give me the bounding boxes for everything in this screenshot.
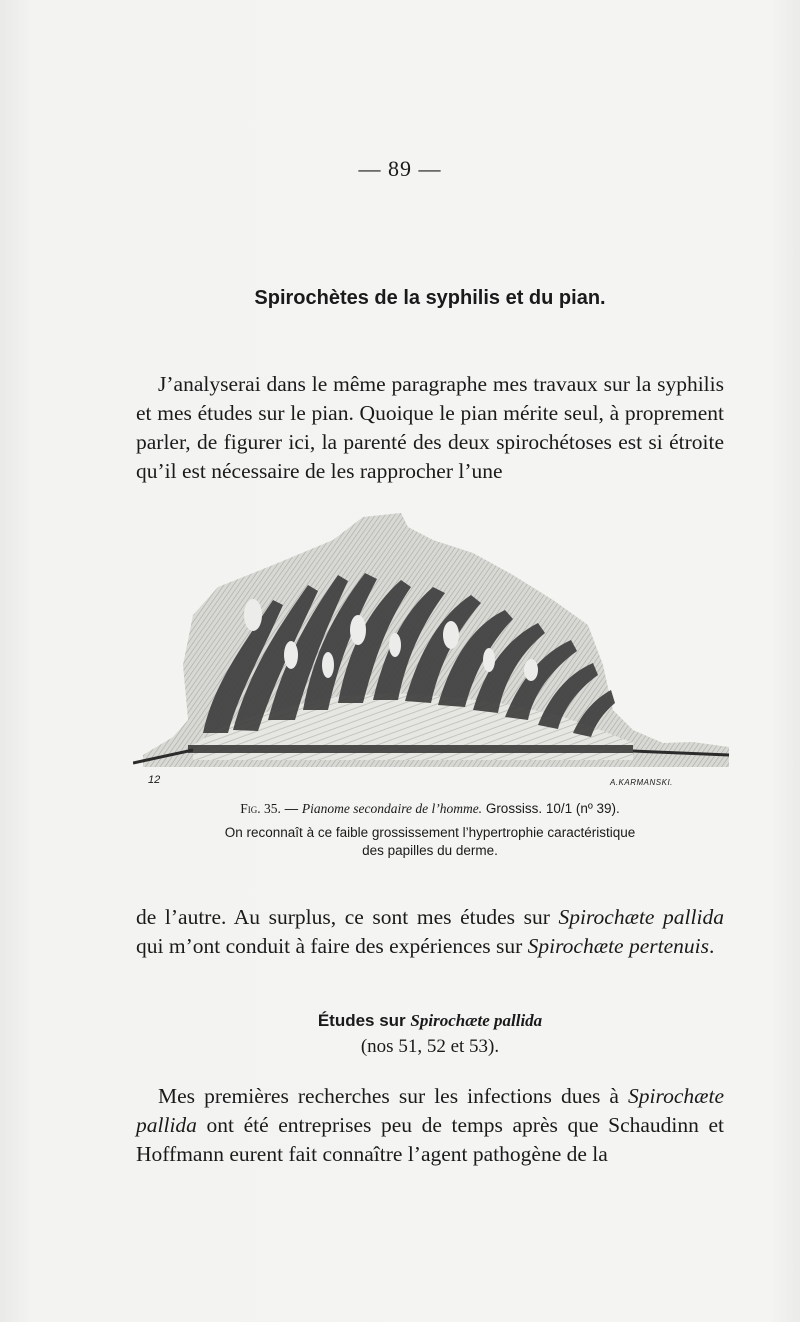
text-run: qui m’ont conduit à faire des expériences sur	[136, 934, 528, 958]
caption-line-3: des papilles du derme.	[362, 843, 498, 858]
subheading-species: Spirochæte pallida	[410, 1011, 543, 1030]
paragraph-research-text	[136, 1082, 724, 1169]
engraver-signature: A.KARMANSKI.	[610, 778, 673, 787]
figure-magnification: Grossiss. 10/1 (nº 39).	[482, 801, 620, 816]
species-name: Spirochæte pertenuis	[527, 934, 709, 958]
paragraph-continuation-text	[136, 903, 724, 961]
section-title: Spirochètes de la syphilis et du pian.	[254, 287, 606, 309]
figure-title: Pianome secondaire de l’homme.	[301, 801, 483, 816]
figure-mark: 12	[148, 774, 161, 786]
figure-caption	[0, 800, 800, 860]
subheading	[0, 1008, 800, 1060]
caption-line-1	[0, 800, 800, 818]
text-run: .	[708, 934, 715, 958]
subheading-label: Études sur	[317, 1011, 411, 1030]
subheading-title	[0, 1008, 800, 1034]
subheading-numbers: (nos 51, 52 et 53).	[360, 1036, 500, 1057]
histology-figure	[133, 505, 731, 777]
paragraph-intro-text: J’analyserai dans le même paragraphe mes travaux sur la syphilis et mes études sur le pian. Quoique le pian mérite seul, à proprement parler, de figurer ici, la parenté des deux spirochétoses est si étroite qu’il est nécessaire de les rapprocher l’une	[136, 372, 724, 483]
species-name: Spirochæte pallida	[558, 905, 724, 929]
caption-dash: —	[280, 801, 302, 816]
text-run: ont été entreprises peu de temps après que Schaudinn et Hoffmann eurent fait connaître l’agent pathogène de la	[136, 1113, 724, 1166]
text-run: de l’autre. Au surplus, ce sont mes études sur	[136, 905, 559, 929]
text-run: Mes premières recherches sur les infections dues à	[158, 1084, 629, 1108]
paragraph-continuation	[136, 903, 724, 961]
figure-label: Fig. 35.	[240, 801, 281, 816]
caption-line-2: On reconnaît à ce faible grossissement l’hypertrophie caractéristique	[224, 825, 636, 840]
paragraph-intro	[136, 370, 724, 486]
page-number: — 89 —	[358, 156, 442, 181]
paragraph-research	[136, 1082, 724, 1169]
species-name: Spirochæte pallida	[136, 1084, 724, 1137]
